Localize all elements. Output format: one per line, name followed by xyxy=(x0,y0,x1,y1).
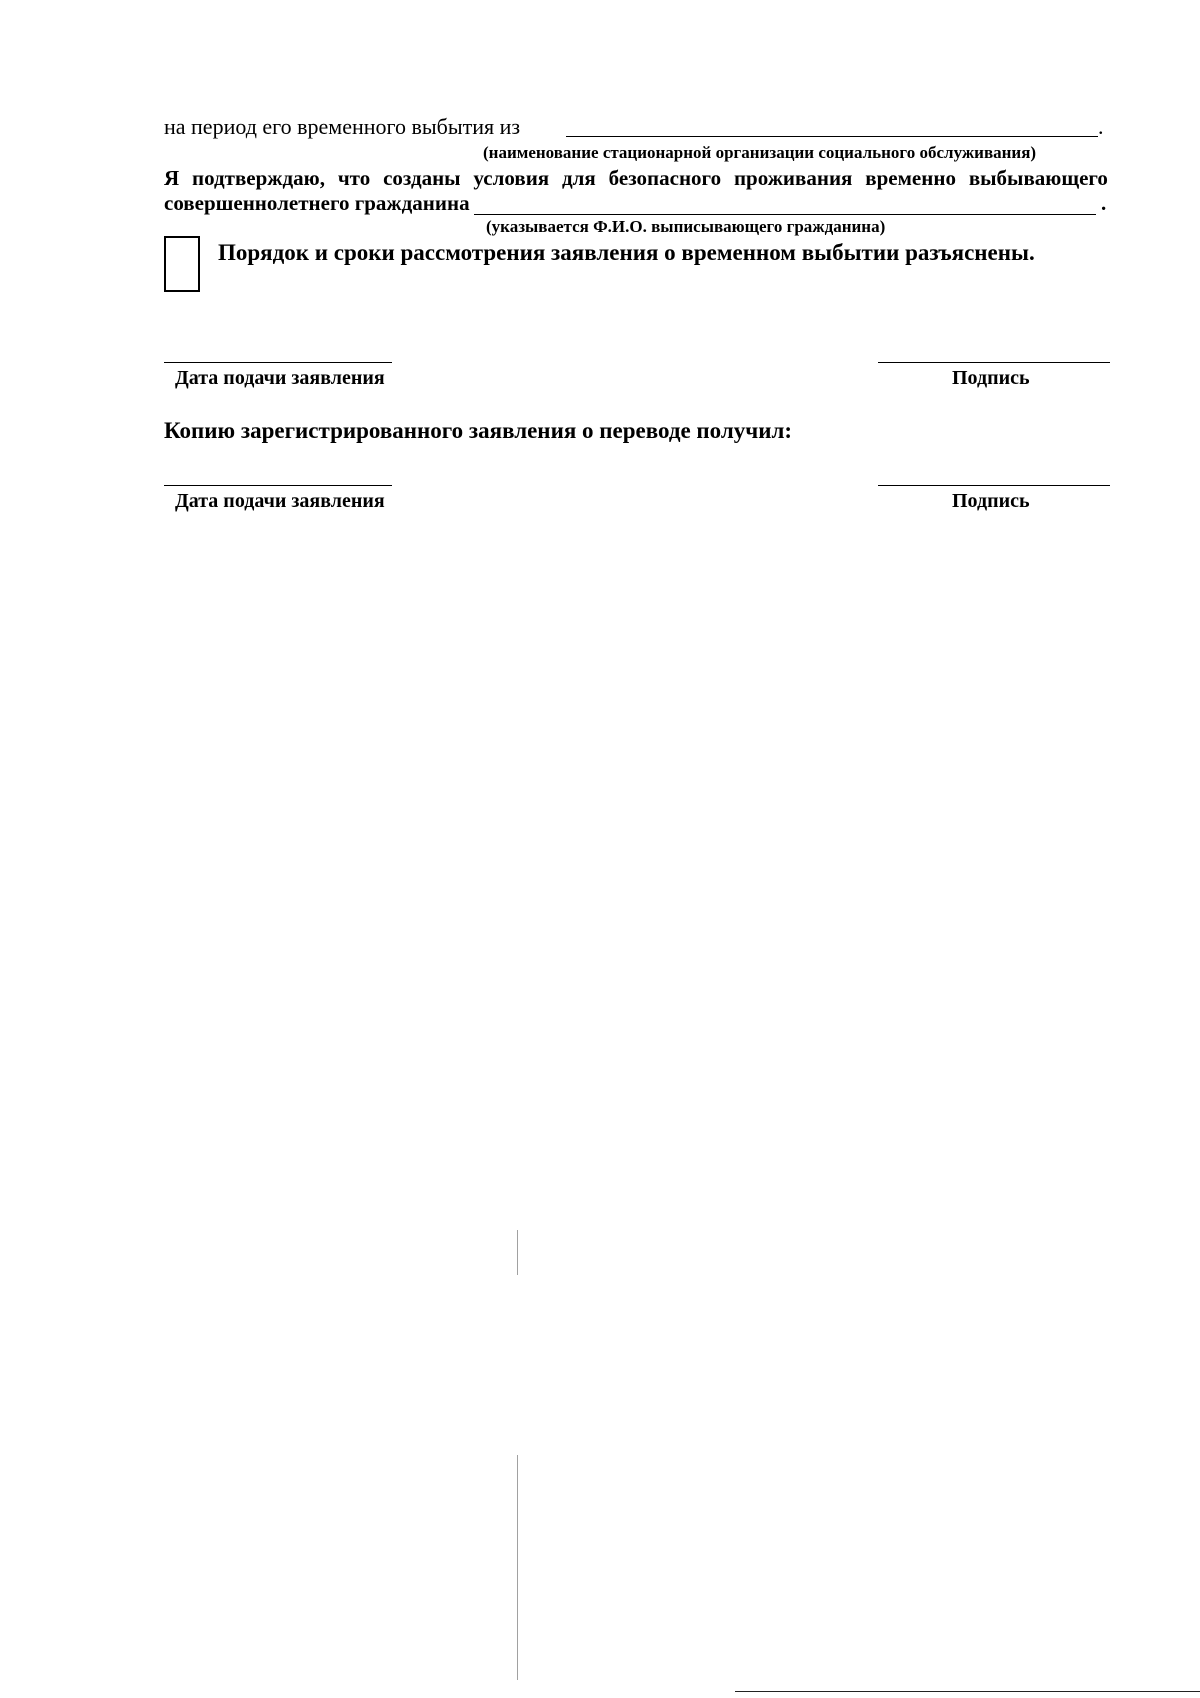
scan-artifact-line xyxy=(735,1691,1200,1692)
confirmation-line xyxy=(164,166,1108,191)
confirm-word: Я xyxy=(164,166,180,190)
confirm-word: безопасного xyxy=(608,166,722,190)
confirm-word: подтверждаю, xyxy=(192,166,325,190)
organization-caption: (наименование стационарной организации социального обслуживания) xyxy=(483,143,1037,162)
signature-label-1: Подпись xyxy=(952,367,1030,389)
signature-label-2: Подпись xyxy=(952,490,1030,512)
confirm-word: временно xyxy=(865,166,956,190)
date-label-2: Дата подачи заявления xyxy=(175,490,385,512)
fio-caption: (указывается Ф.И.О. выписывающего гражданина) xyxy=(486,217,886,236)
signature-blank-field-2[interactable] xyxy=(878,485,1110,486)
organization-blank-field[interactable] xyxy=(566,136,1098,137)
date-label-1: Дата подачи заявления xyxy=(175,367,385,389)
scan-artifact-line xyxy=(517,1455,518,1680)
explained-checkbox[interactable] xyxy=(164,236,200,292)
confirm-word: условия xyxy=(473,166,550,190)
date-blank-field-1[interactable] xyxy=(164,362,392,363)
confirm-word: проживания xyxy=(733,166,853,190)
citizen-name-blank-field[interactable] xyxy=(474,214,1096,215)
period-line-period: . xyxy=(1098,114,1104,139)
period-line-text: на период его временного выбытия из xyxy=(164,114,521,139)
confirm-word: выбывающего xyxy=(968,166,1108,190)
confirm-word: для xyxy=(562,166,596,190)
confirm-word: что xyxy=(337,166,371,190)
citizen-line-text: совершеннолетнего гражданина xyxy=(164,191,470,215)
citizen-line-period: . xyxy=(1101,191,1107,215)
date-blank-field-2[interactable] xyxy=(164,485,392,486)
copy-received-text: Копию зарегистрированного заявления о переводе получил: xyxy=(164,418,793,443)
checkbox-label: Порядок и сроки рассмотрения заявления о временном выбытии разъяснены. xyxy=(218,240,1035,265)
signature-blank-field-1[interactable] xyxy=(878,362,1110,363)
scan-artifact-line xyxy=(517,1230,518,1275)
confirm-word: созданы xyxy=(383,166,461,190)
